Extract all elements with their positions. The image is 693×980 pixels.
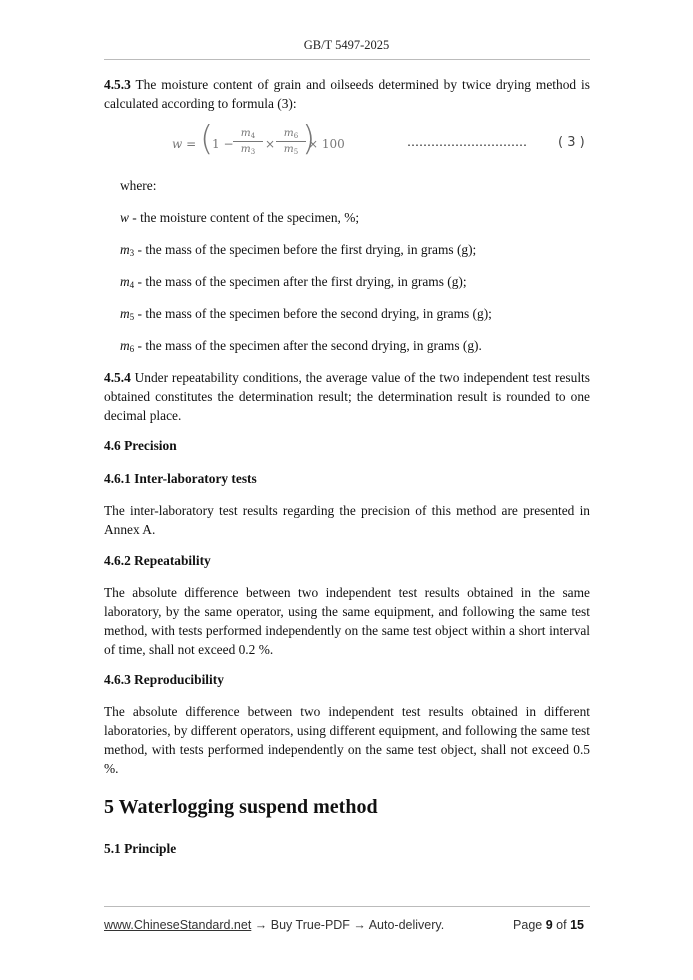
formula-m3: m [240, 143, 251, 155]
section-4-6-heading: 4.6 Precision [104, 438, 177, 453]
where-item-w: w - the moisture content of the specimen, %; [120, 210, 360, 225]
section-5-1-heading: 5.1 Principle [104, 841, 177, 856]
page-footer [104, 916, 584, 935]
section-4-5-3-paragraph [104, 75, 590, 113]
formula-times-100: × 100 [308, 137, 345, 151]
formula-3 [172, 119, 372, 163]
section-4-5-3-number: 4.5.3 [104, 77, 131, 92]
formula-number: ( 3 ) [558, 135, 585, 150]
where-item-m4: $m_4$ - the mass of the specimen after the first drying, in grams (g); [120, 274, 467, 290]
footer-divider [104, 906, 590, 907]
section-4-6-3-text: The absolute difference between two independent test results obtained in different laboratories, by different operators, using different equipment, and following the same test method, with tests performed independently on the same test object, shall not exceed 0.5 %. [104, 704, 590, 776]
footer-promo-text: → Buy True-PDF → Auto-delivery. [251, 918, 445, 932]
formula-right-paren: ) [302, 119, 316, 159]
formula-times-1: × [265, 137, 276, 151]
formula-lhs: w = [172, 137, 197, 151]
section-4-5-3-text: The moisture content of grain and oilseeds determined by twice drying method is calculated according to formula (3): [104, 77, 590, 111]
section-4-6-2-heading: 4.6.2 Repeatability [104, 553, 211, 568]
formula-fraction-m4-m3: $\frac{m4}{m3}$ [233, 126, 263, 157]
document-id-header: GB/T 5497-2025 [303, 38, 390, 52]
formula-leader-dots: ………………………… [407, 135, 527, 149]
formula-one-minus: 1 − [212, 137, 234, 151]
formula-fraction-m6-m5: $\frac{m6}{m5}$ [276, 126, 306, 157]
section-4-6-1-text: The inter-laboratory test results regarding the precision of this method are presented in Annex A. [104, 503, 590, 537]
section-4-5-4-paragraph [104, 368, 590, 425]
current-page-number: 9 [545, 918, 553, 932]
section-4-6-2-text: The absolute difference between two independent test results obtained in the same laboratory, by the same operator, using the same equipment, and following the same test method, with tests performed independently on the same test object within a short interval of time, shall not exceed 0.2 %. [104, 585, 590, 657]
section-4-6-1-heading: 4.6.1 Inter-laboratory tests [104, 471, 257, 486]
formula-m5: m [283, 143, 294, 155]
site-link[interactable]: www.ChineseStandard.net [104, 918, 252, 932]
formula-left-paren: ( [200, 119, 214, 159]
where-item-m3: $m_3$ - the mass of the specimen before the first drying, in grams (g); [120, 242, 477, 258]
section-5-heading: 5 Waterlogging suspend method [104, 796, 378, 818]
header-divider [104, 59, 590, 60]
section-4-5-4-text: Under repeatability conditions, the average value of the two independent test results obtained constitutes the determination result; the determination result is rounded to one decimal place. [104, 370, 590, 423]
where-item-m6: $m_6$ - the mass of the specimen after the second drying, in grams (g). [120, 338, 482, 354]
total-page-count: 15 [570, 918, 584, 932]
formula-m6: m [283, 127, 294, 139]
where-label: where: [120, 178, 157, 193]
where-item-m5: $m_5$ - the mass of the specimen before the second drying, in grams (g); [120, 306, 492, 322]
section-4-6-3-heading: 4.6.3 Reproducibility [104, 672, 224, 687]
page-indicator: Page 9 of 15 [513, 918, 584, 932]
section-4-5-4-number: 4.5.4 [104, 370, 131, 385]
formula-m4: m [240, 127, 251, 139]
